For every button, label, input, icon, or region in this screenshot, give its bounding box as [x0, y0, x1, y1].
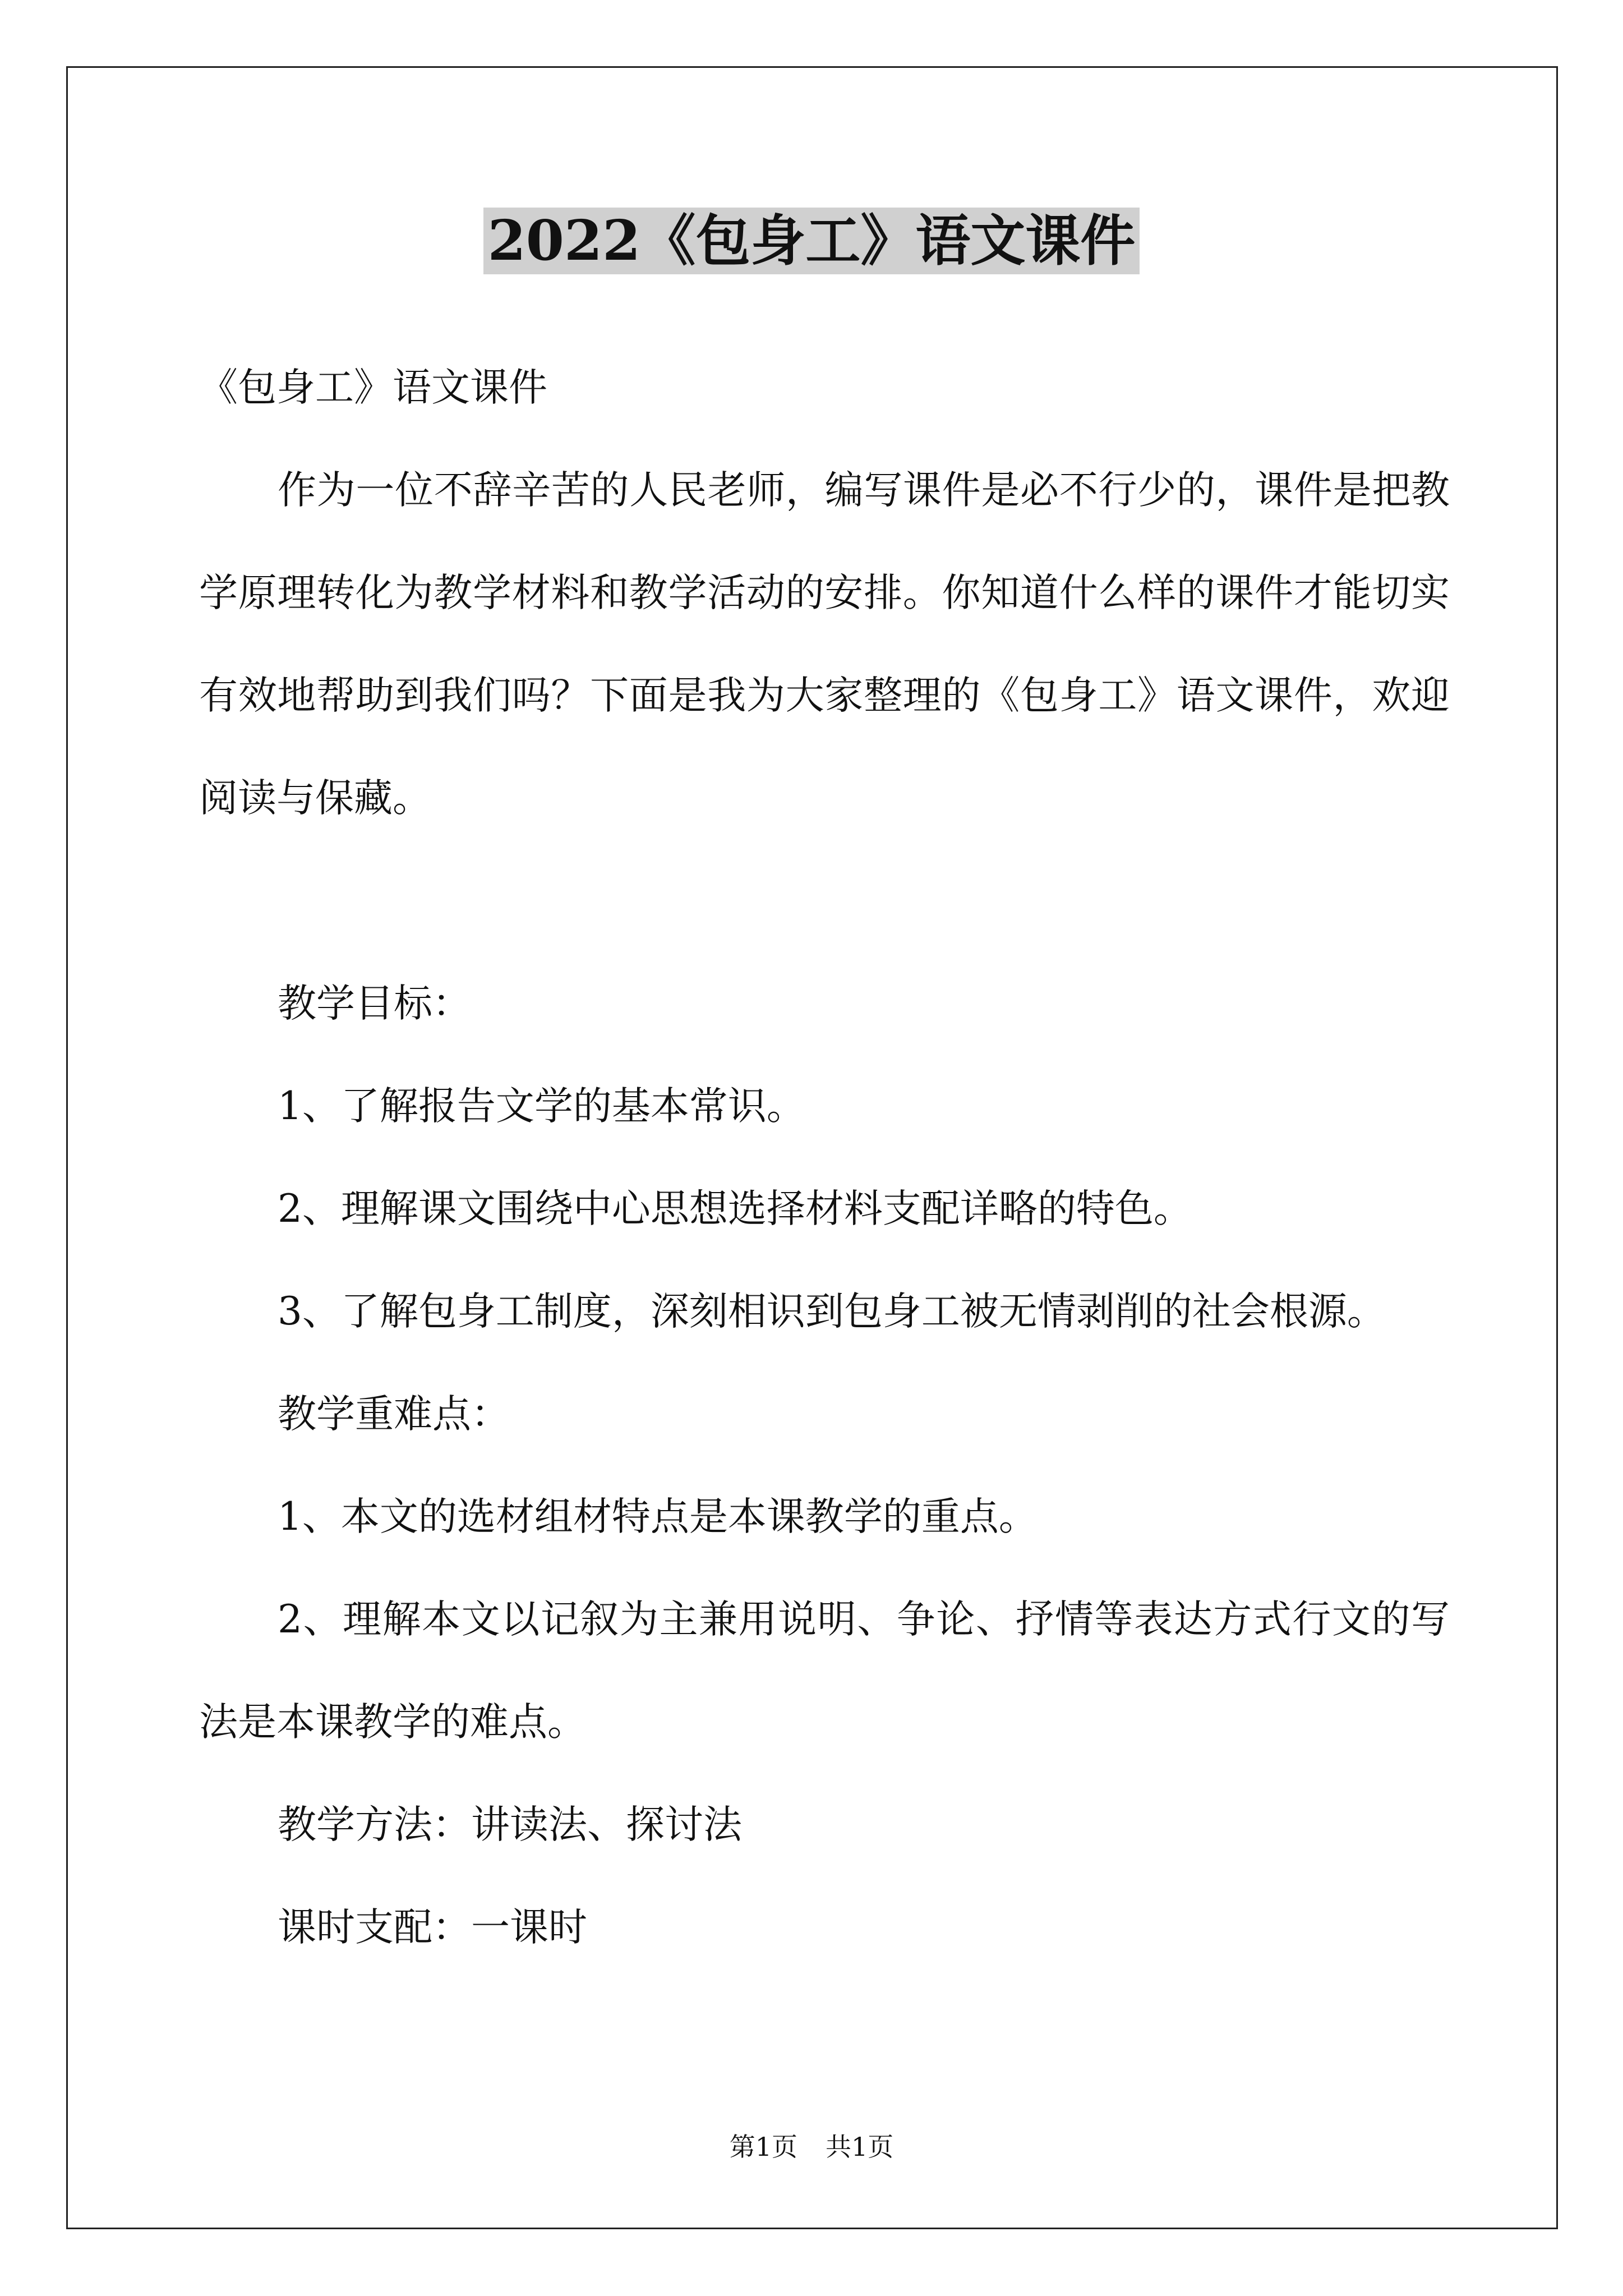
intro-paragraph: 作为一位不辞辛苦的人民老师，编写课件是必不行少的，课件是把教学原理转化为教学材料和教学活动的安排。你知道什么样的课件才能切实有效地帮助到我们吗？下面是我为大家整理的《包身工》语文课件，欢迎阅读与保藏。	[199, 468, 1450, 821]
key-point-1: 1、本文的选材组材特点是本课教学的重点。	[278, 1494, 1038, 1539]
goal-item-3: 3、了解包身工制度，深刻相识到包身工被无情剥削的社会根源。	[278, 1289, 1386, 1334]
key-point-2: 2、理解本文以记叙为主兼用说明、争论、抒情等表达方式行文的写法是本课教学的难点。	[199, 1597, 1450, 1745]
teaching-method: 教学方法：讲读法、探讨法	[278, 1802, 742, 1847]
page-total: 共1页	[826, 2132, 894, 2162]
document-title-text: 2022《包身工》语文课件	[483, 208, 1140, 274]
page-number: 第1页	[729, 2132, 797, 2162]
goals-heading: 教学目标：	[278, 981, 471, 1026]
document-body	[199, 337, 1450, 1979]
goal-item-2: 2、理解课文围绕中心思想选择材料支配详略的特色。	[278, 1186, 1192, 1231]
class-hours: 课时支配：一课时	[278, 1905, 587, 1950]
document-title	[0, 203, 1623, 279]
page-footer	[0, 2129, 1623, 2165]
blank-line	[199, 850, 1450, 953]
document-subtitle: 《包身工》语文课件	[199, 365, 547, 410]
key-points-heading: 教学重难点：	[278, 1392, 510, 1437]
goal-item-1: 1、了解报告文学的基本常识。	[278, 1084, 805, 1129]
